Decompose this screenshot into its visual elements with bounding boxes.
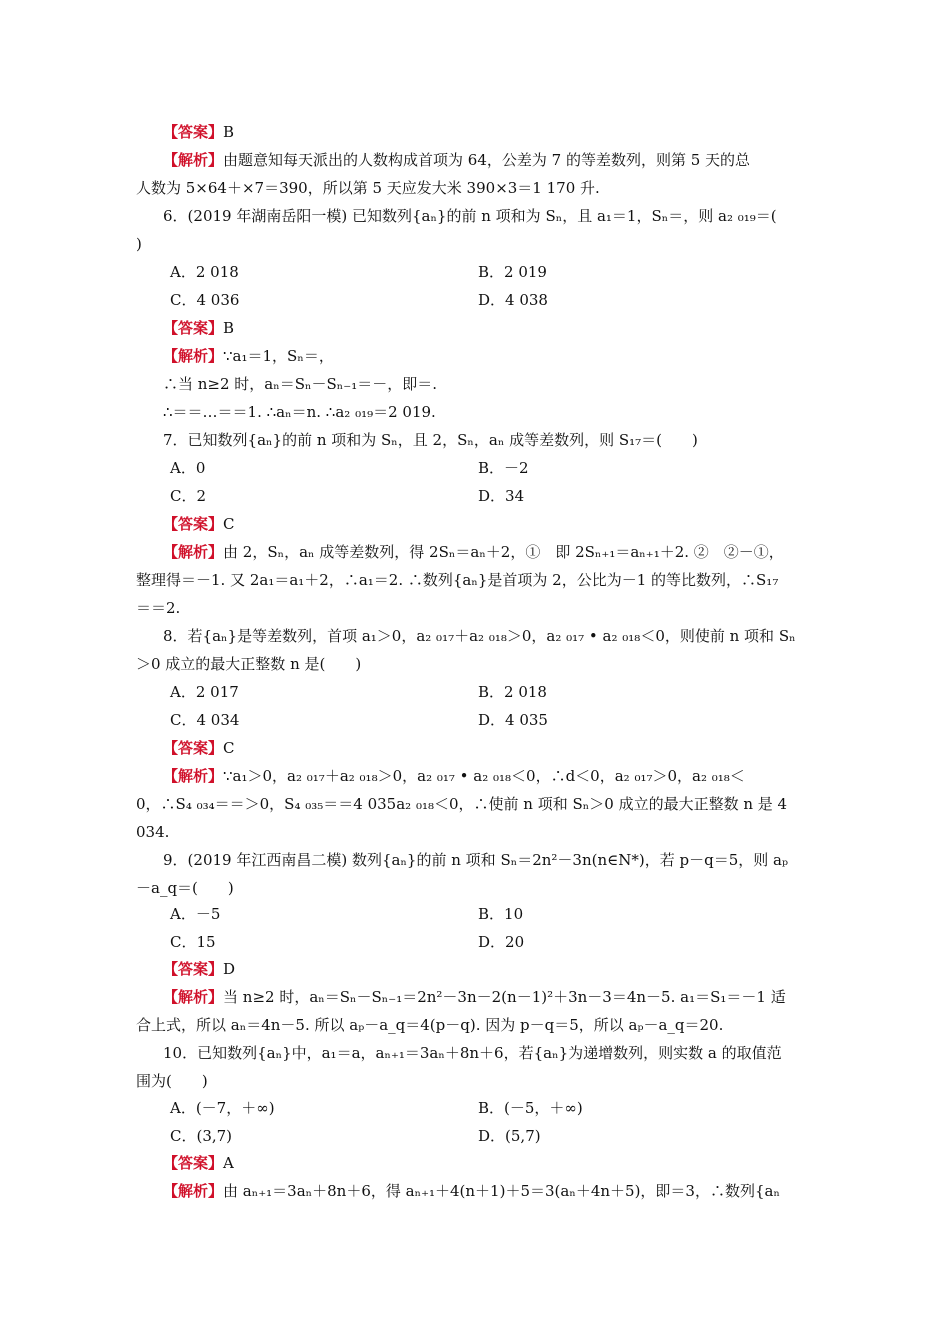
answer-line (163, 118, 843, 146)
text-line: 整理得＝－1. 又 2a₁＝a₁＋2，∴a₁＝2. ∴数列{aₙ}是首项为 2，公比为－1 的等比数列，∴S₁₇ (136, 571, 779, 589)
answer-value: B (223, 319, 235, 337)
explanation-tag: 【解析】 (163, 988, 224, 1006)
explanation-tag: 【解析】 (163, 543, 224, 561)
explanation-line (163, 983, 843, 1011)
answer-value: D (223, 960, 236, 978)
question-8: 8．若{aₙ}是等差数列，首项 a₁＞0，a₂ ₀₁₇＋a₂ ₀₁₈＞0，a₂ ₀₁₇ • a₂ ₀₁₈＜0，则使前 n 项和 Sₙ (163, 627, 796, 645)
answer-tag: 【答案】 (163, 319, 224, 337)
option-a: A．2 017 (170, 683, 239, 701)
explanation-text: 由 aₙ₊₁＝3aₙ＋8n＋6，得 aₙ₊₁＋4(n＋1)＋5＝3(aₙ＋4n＋5)，即＝3，∴数列{aₙ (223, 1182, 780, 1200)
answer-line (163, 1149, 843, 1177)
explanation-tag: 【解析】 (163, 767, 224, 785)
text-line: ∴当 n≥2 时，aₙ＝Sₙ－Sₙ₋₁＝－，即＝. (163, 375, 437, 393)
question-6: 6．(2019 年湖南岳阳一模) 已知数列{aₙ}的前 n 项和为 Sₙ，且 a₁＝1，Sₙ＝，则 a₂ ₀₁₉＝( (163, 207, 777, 225)
option-b: B．2 018 (478, 683, 547, 701)
option-d: D．4 038 (478, 291, 548, 309)
answer-tag: 【答案】 (163, 123, 224, 141)
answer-line (163, 734, 843, 762)
option-c: C．2 (170, 487, 207, 505)
text-line: ∴＝＝…＝＝1. ∴aₙ＝n. ∴a₂ ₀₁₉＝2 019. (163, 403, 436, 421)
option-a: A．－5 (170, 905, 221, 923)
answer-value: C (223, 739, 235, 757)
text-line: 人数为 5×64＋×7＝390，所以第 5 天应发大米 390×3＝1 170 升. (136, 179, 600, 197)
text-line: ＞0 成立的最大正整数 n 是( ) (136, 655, 362, 673)
option-c: C．4 036 (170, 291, 240, 309)
option-a: A．0 (170, 459, 206, 477)
answer-line (163, 314, 843, 342)
explanation-line (163, 146, 843, 174)
explanation-line (163, 342, 843, 370)
option-c: C．4 034 (170, 711, 240, 729)
answer-tag: 【答案】 (163, 960, 224, 978)
text-line: －a_q＝( ) (136, 879, 234, 897)
option-d: D．(5,7) (478, 1127, 541, 1145)
text-line: 034. (136, 823, 170, 841)
text-line: 合上式，所以 aₙ＝4n－5. 所以 aₚ－a_q＝4(p－q). 因为 p－q＝5，所以 aₚ－a_q＝20. (136, 1016, 724, 1034)
option-c: C．(3,7) (170, 1127, 233, 1145)
text-line: ) (136, 235, 142, 253)
question-10: 10．已知数列{aₙ}中，a₁＝a，aₙ₊₁＝3aₙ＋8n＋6，若{aₙ}为递增数列，则实数 a 的取值范 (163, 1044, 782, 1062)
answer-tag: 【答案】 (163, 739, 224, 757)
option-b: B．－2 (478, 459, 529, 477)
answer-line (163, 955, 843, 983)
answer-tag: 【答案】 (163, 515, 224, 533)
option-b: B．2 019 (478, 263, 547, 281)
answer-value: B (223, 123, 235, 141)
text-line: 围为( ) (136, 1072, 208, 1090)
explanation-tag: 【解析】 (163, 1182, 224, 1200)
answer-value: A (223, 1154, 234, 1172)
answer-tag: 【答案】 (163, 1154, 224, 1172)
explanation-line (163, 762, 843, 790)
explanation-text: ∵a₁＝1，Sₙ＝， (223, 347, 334, 365)
option-a: A．2 018 (170, 263, 239, 281)
text-line: 0，∴S₄ ₀₃₄＝＝＞0，S₄ ₀₃₅＝＝4 035a₂ ₀₁₈＜0，∴使前 n 项和 Sₙ＞0 成立的最大正整数 n 是 4 (136, 795, 788, 813)
option-d: D．4 035 (478, 711, 548, 729)
explanation-tag: 【解析】 (163, 347, 224, 365)
option-b: B．10 (478, 905, 524, 923)
explanation-line (163, 538, 843, 566)
explanation-text: 当 n≥2 时，aₙ＝Sₙ－Sₙ₋₁＝2n²－3n－2(n－1)²＋3n－3＝4n－5. a₁＝S₁＝－1 适 (223, 988, 786, 1006)
option-d: D．20 (478, 933, 525, 951)
question-9: 9．(2019 年江西南昌二模) 数列{aₙ}的前 n 项和 Sₙ＝2n²－3n(n∈N*)，若 p－q＝5，则 aₚ (163, 851, 788, 869)
answer-line (163, 510, 843, 538)
option-d: D．34 (478, 487, 525, 505)
explanation-tag: 【解析】 (163, 151, 224, 169)
option-a: A．(－7，＋∞) (170, 1099, 275, 1117)
explanation-text: 由 2，Sₙ，aₙ 成等差数列，得 2Sₙ＝aₙ＋2，① 即 2Sₙ₊₁＝aₙ₊₁＋2. ② ②－①， (223, 543, 784, 561)
question-7: 7．已知数列{aₙ}的前 n 项和为 Sₙ，且 2，Sₙ，aₙ 成等差数列，则 S₁₇＝( ) (163, 431, 698, 449)
explanation-text: ∵a₁＞0，a₂ ₀₁₇＋a₂ ₀₁₈＞0，a₂ ₀₁₇ • a₂ ₀₁₈＜0，∴d＜0，a₂ ₀₁₇＞0，a₂ ₀₁₈＜ (223, 767, 745, 785)
explanation-text: 由题意知每天派出的人数构成首项为 64，公差为 7 的等差数列，则第 5 天的总 (223, 151, 751, 169)
explanation-line (163, 1177, 843, 1205)
answer-value: C (223, 515, 235, 533)
option-c: C．15 (170, 933, 216, 951)
option-b: B．(－5，＋∞) (478, 1099, 583, 1117)
text-line: ＝＝2. (136, 599, 181, 617)
